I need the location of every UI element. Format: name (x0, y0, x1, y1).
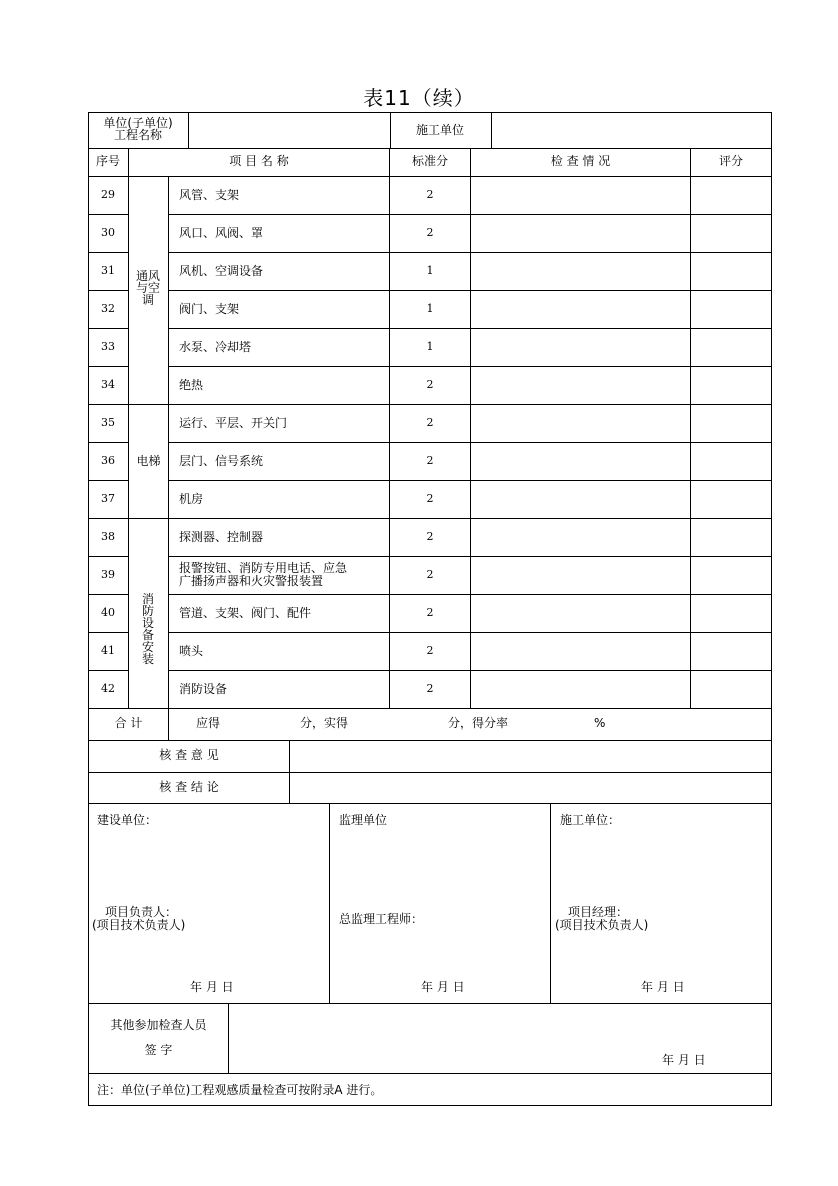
row-item-name: 阀门、支架 (179, 302, 240, 316)
v-rule (470, 148, 471, 709)
col-check-header: 检 查 情 况 (550, 154, 611, 168)
supervisor-label: 监理单位 (339, 813, 388, 827)
row-number: 33 (101, 340, 115, 353)
row-std-score: 2 (426, 492, 434, 505)
group-elevator-label: 电梯 (136, 454, 161, 468)
row-item-name-2: 广播扬声器和火灾警报装置 (179, 574, 324, 588)
review-opinion-label: 核 查 意 见 (159, 748, 219, 762)
h-rule (88, 480, 129, 481)
row-number: 41 (101, 644, 115, 657)
owner-person-label-2: (项目技术负责人) (92, 918, 186, 932)
row-item-name: 机房 (179, 492, 204, 506)
h-rule (88, 328, 129, 329)
owner-person-label: 项目负责人： (105, 905, 178, 919)
row-item-name: 风机、空调设备 (179, 264, 264, 278)
col-item-header: 项 目 名 称 (229, 154, 289, 168)
contractor-person-label-2: (项目技术负责人) (555, 918, 649, 932)
h-rule (88, 670, 129, 671)
other-date: 年 月 日 (662, 1053, 706, 1067)
row-item-name: 探测器、控制器 (179, 530, 264, 544)
h-rule (88, 772, 772, 773)
row-std-score: 2 (426, 644, 434, 657)
project-name-label: 单位(子单位) (103, 116, 173, 130)
contractor-sign-label: 施工单位： (560, 813, 621, 827)
row-std-score: 2 (426, 378, 434, 391)
h-rule (88, 556, 129, 557)
h-rule (88, 803, 772, 804)
v-rule (128, 148, 129, 709)
v-rule (168, 176, 169, 741)
footnote: 注：单位(子单位)工程观感质量检查可按附录A 进行。 (97, 1083, 383, 1097)
h-rule (88, 594, 129, 595)
h-rule (88, 518, 772, 519)
h-rule (88, 112, 772, 113)
h-rule (88, 1003, 772, 1004)
h-rule (88, 740, 772, 741)
row-number: 34 (101, 378, 115, 391)
contractor-person-label: 项目经理： (568, 905, 629, 919)
h-rule (88, 176, 772, 177)
row-number: 39 (101, 568, 115, 581)
v-rule (491, 112, 492, 149)
h-rule (88, 148, 772, 149)
row-number: 42 (101, 682, 115, 695)
row-std-score: 2 (426, 530, 434, 543)
row-number: 32 (101, 302, 115, 315)
v-rule (771, 112, 772, 1106)
owner-label: 建设单位： (97, 813, 158, 827)
h-rule (88, 1073, 772, 1074)
col-seq-header: 序号 (95, 154, 120, 168)
review-conclusion-label: 核 查 结 论 (159, 780, 219, 794)
row-item-name: 绝热 (179, 378, 204, 392)
total-actual-label: 分，实得 (300, 716, 349, 730)
row-std-score: 1 (426, 340, 434, 353)
row-std-score: 1 (426, 264, 434, 277)
v-rule (188, 112, 189, 149)
contractor-date: 年 月 日 (641, 980, 685, 994)
row-item-name: 管道、支架、阀门、配件 (179, 606, 312, 620)
row-item-name: 风口、风阀、罩 (179, 226, 264, 240)
h-rule (88, 214, 129, 215)
row-number: 40 (101, 606, 115, 619)
row-item-name: 风管、支架 (179, 188, 240, 202)
h-rule (88, 366, 129, 367)
total-percent-label: % (594, 716, 606, 730)
group-fire-label: 消防设备安装 (141, 592, 154, 666)
supervisor-date: 年 月 日 (421, 980, 465, 994)
h-rule (88, 708, 772, 709)
row-std-score: 2 (426, 682, 434, 695)
row-item-name: 水泵、冷却塔 (179, 340, 252, 354)
row-item-name: 层门、信号系统 (179, 454, 264, 468)
row-std-score: 2 (426, 606, 434, 619)
v-rule (550, 803, 551, 1004)
contractor-label: 施工单位 (415, 123, 464, 137)
v-rule (228, 1003, 229, 1074)
row-item-name: 喷头 (179, 644, 204, 658)
row-std-score: 2 (426, 454, 434, 467)
owner-date: 年 月 日 (190, 980, 234, 994)
project-name-label-2: 工程名称 (113, 128, 162, 142)
page-title: 表11（续） (363, 86, 475, 110)
total-should-label: 应得 (196, 716, 221, 730)
group-hvac-label: 通风与空调 (136, 269, 161, 307)
h-rule (88, 290, 129, 291)
v-rule (289, 740, 290, 804)
row-item-name: 报警按钮、消防专用电话、应急 (179, 561, 348, 575)
row-item-name: 消防设备 (179, 682, 228, 696)
signature-label: 签 字 (144, 1043, 173, 1057)
other-inspectors-label: 其他参加检查人员 (110, 1018, 207, 1032)
row-number: 37 (101, 492, 115, 505)
row-number: 31 (101, 264, 115, 277)
h-rule (88, 252, 129, 253)
row-std-score: 2 (426, 226, 434, 239)
v-rule (329, 803, 330, 1004)
col-score-header: 评分 (718, 154, 743, 168)
h-rule (88, 632, 129, 633)
row-number: 38 (101, 530, 115, 543)
v-rule (690, 148, 691, 709)
row-number: 29 (101, 188, 115, 201)
supervisor-person-label: 总监理工程师： (339, 912, 424, 926)
row-std-score: 2 (426, 416, 434, 429)
row-number: 30 (101, 226, 115, 239)
total-rate-label: 分，得分率 (448, 716, 509, 730)
col-std-header: 标准分 (411, 154, 448, 168)
h-rule (88, 442, 129, 443)
row-std-score: 2 (426, 568, 434, 581)
row-std-score: 2 (426, 188, 434, 201)
row-number: 36 (101, 454, 115, 467)
h-rule (88, 1105, 772, 1106)
total-label: 合 计 (114, 716, 143, 730)
row-number: 35 (101, 416, 115, 429)
row-item-name: 运行、平层、开关门 (179, 416, 288, 430)
h-rule (88, 404, 772, 405)
row-std-score: 1 (426, 302, 434, 315)
